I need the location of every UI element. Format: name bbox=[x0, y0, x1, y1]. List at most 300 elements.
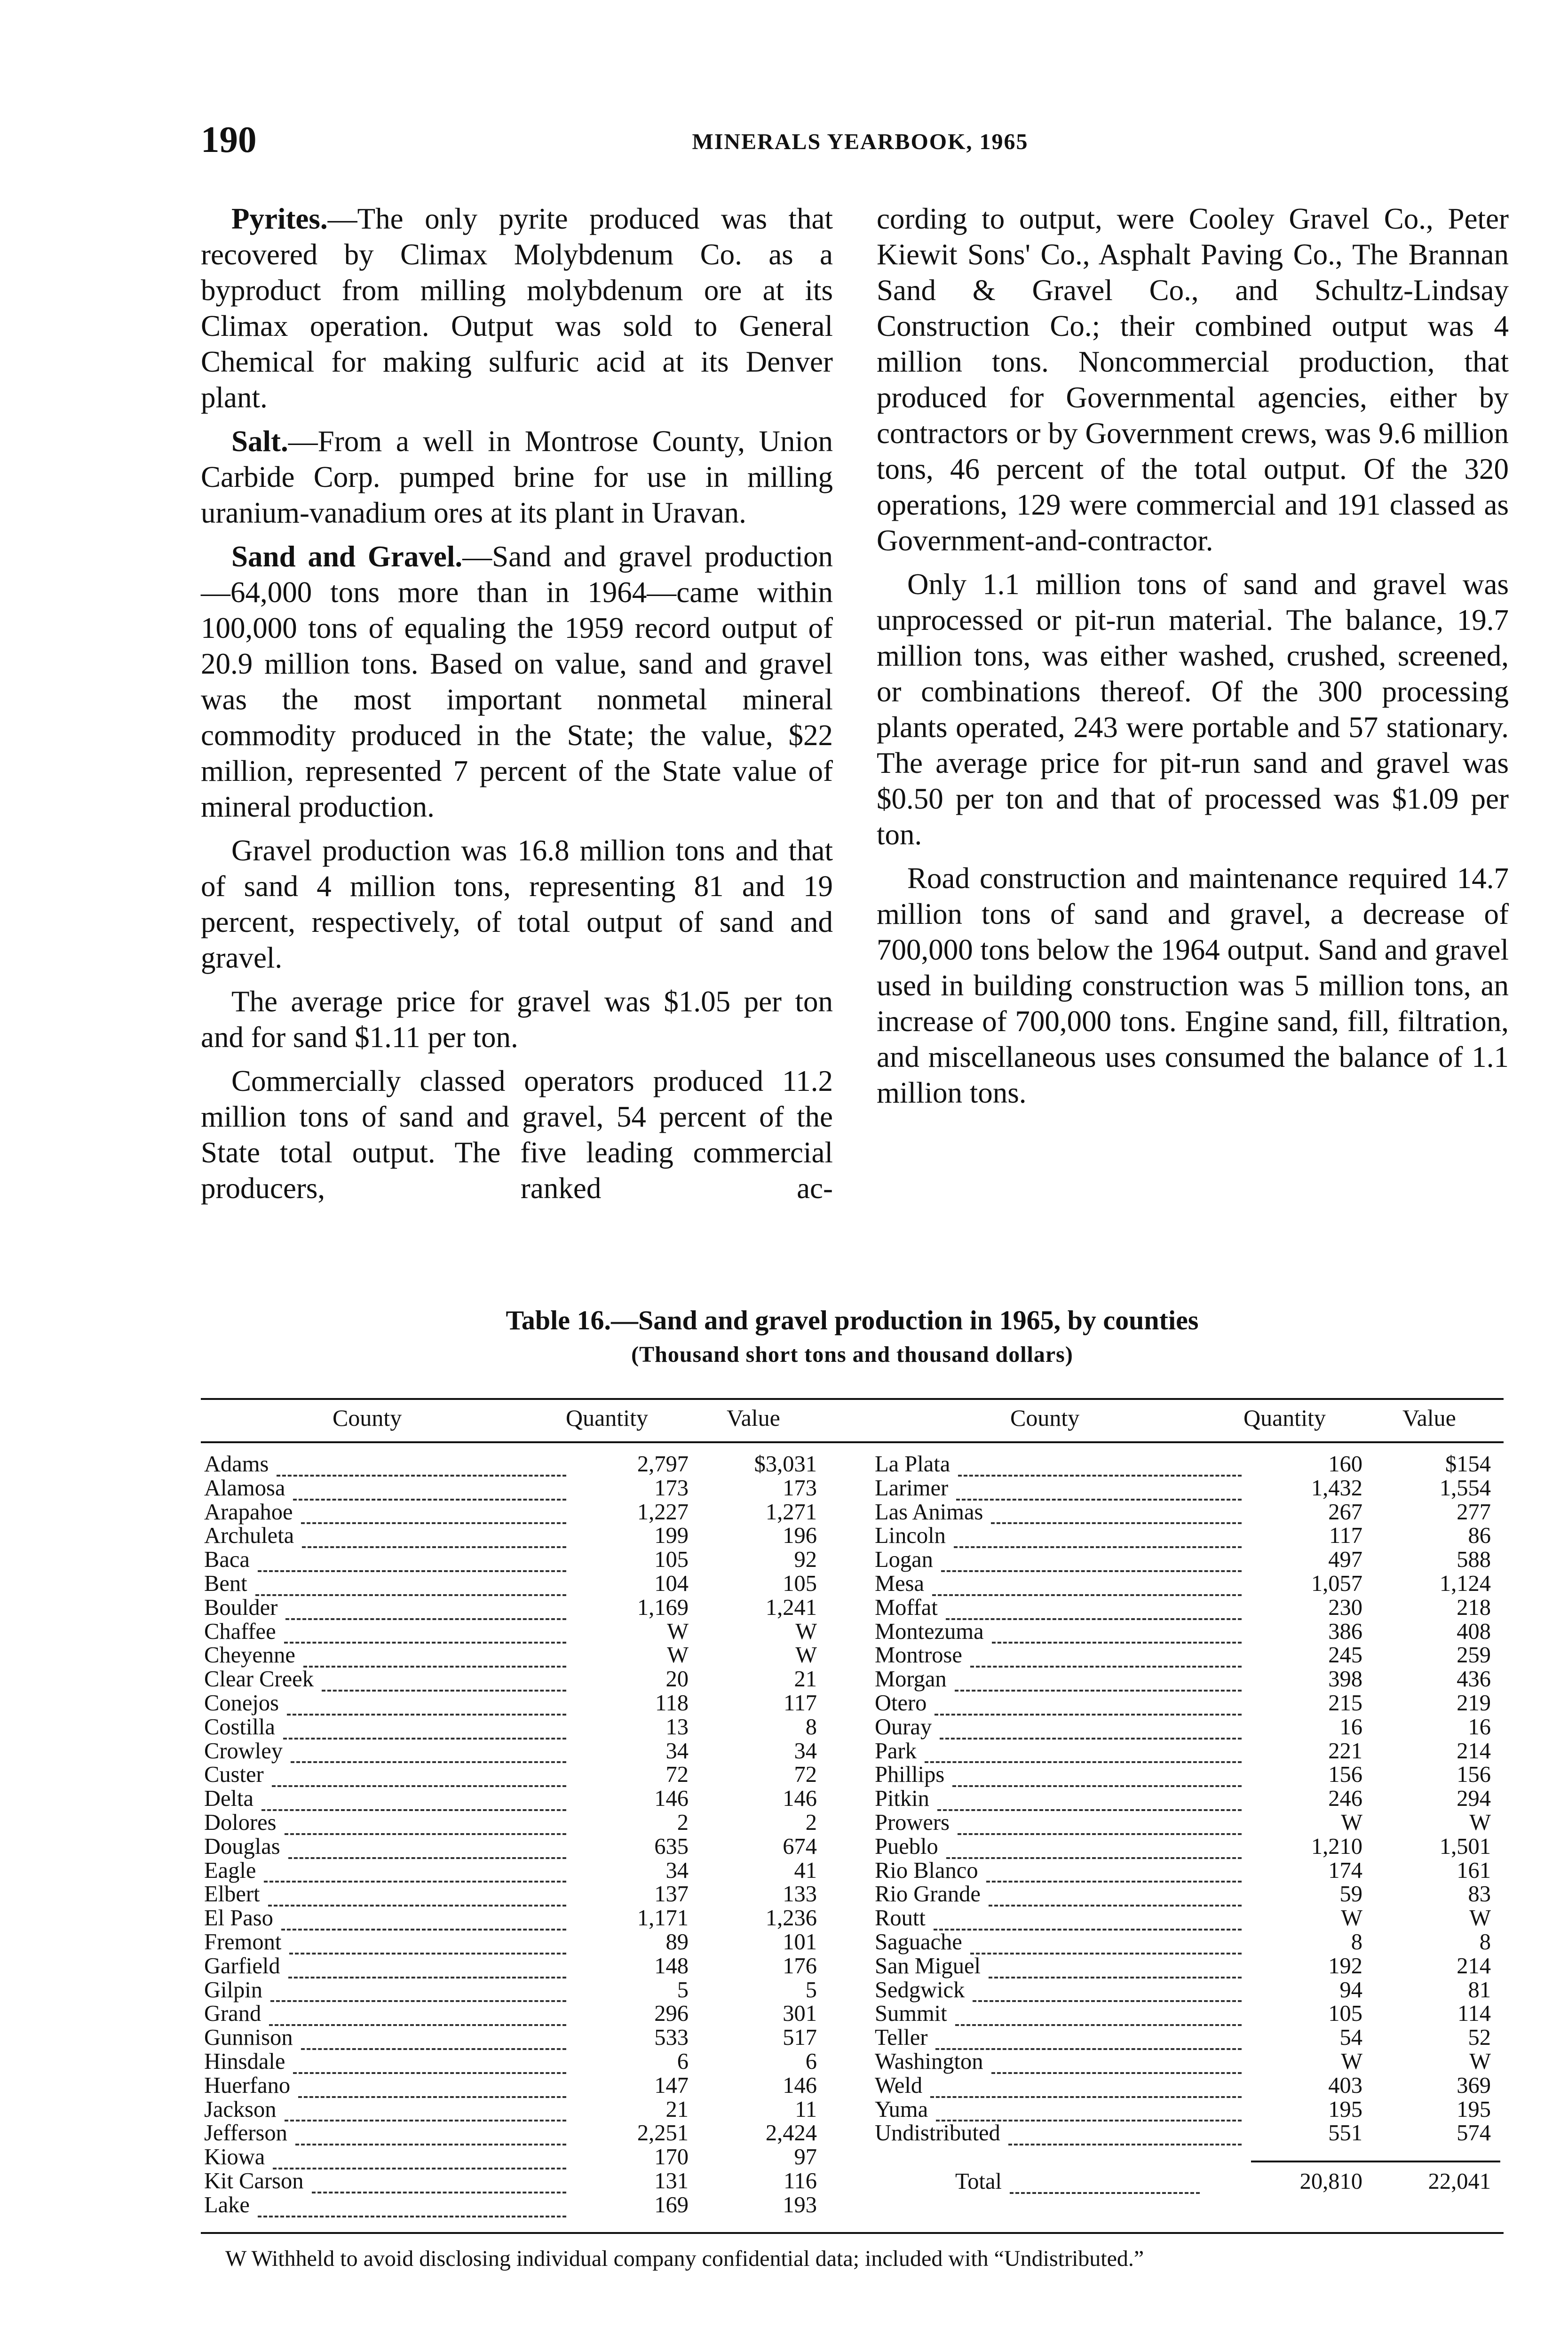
table-row bbox=[875, 1668, 1494, 1692]
table-row bbox=[875, 1907, 1494, 1931]
dot-leader bbox=[269, 2008, 566, 2026]
county-name: Pitkin bbox=[875, 1786, 929, 1812]
value-cell: 436 bbox=[1457, 1667, 1491, 1692]
value-cell: 517 bbox=[783, 2025, 817, 2050]
table-row bbox=[204, 1811, 824, 1835]
county-name: Morgan bbox=[875, 1667, 947, 1692]
quantity-cell: 386 bbox=[1328, 1619, 1362, 1644]
table-header-left bbox=[201, 1404, 844, 1436]
county-name: La Plata bbox=[875, 1452, 950, 1477]
dot-leader bbox=[287, 1698, 566, 1716]
dot-leader bbox=[301, 2032, 566, 2050]
table-subtitle: (Thousand short tons and thousand dollars) bbox=[631, 1342, 1073, 1367]
dot-leader bbox=[272, 1769, 566, 1787]
quantity-cell: 16 bbox=[1339, 1714, 1362, 1740]
value-cell: 219 bbox=[1457, 1690, 1491, 1716]
table-row bbox=[875, 1572, 1494, 1596]
col-header-quantity: Quantity bbox=[1243, 1405, 1326, 1431]
dot-leader bbox=[284, 1626, 566, 1644]
value-cell: 72 bbox=[794, 1762, 817, 1788]
dot-leader bbox=[940, 1722, 1242, 1740]
value-cell: 196 bbox=[783, 1523, 817, 1549]
value-cell: 1,241 bbox=[765, 1595, 817, 1620]
value-cell: 101 bbox=[783, 1929, 817, 1955]
running-title: MINERALS YEARBOOK, 1965 bbox=[692, 129, 1029, 154]
paragraph-text: —Sand and gravel production—64,000 tons more than in 1964—came within 100,000 tons of equaling the 1959 record output of 20.9 million tons. Based on value, sand and gravel was the most important nonmetal mineral commodity produced in the State; the value, $22 million, represented 7 percent of the State value of mineral production. bbox=[201, 540, 833, 823]
quantity-cell: 533 bbox=[654, 2025, 689, 2050]
table-top-rule bbox=[201, 1398, 1504, 1400]
value-cell: 301 bbox=[783, 2001, 817, 2026]
table-row bbox=[204, 1501, 824, 1525]
table-row bbox=[204, 1524, 824, 1548]
county-name: Mesa bbox=[875, 1571, 925, 1596]
table-row bbox=[204, 1596, 824, 1620]
dot-leader bbox=[986, 1865, 1242, 1883]
county-name: Otero bbox=[875, 1690, 927, 1716]
county-name: Douglas bbox=[204, 1834, 280, 1859]
value-cell: 133 bbox=[783, 1882, 817, 1907]
value-cell: 81 bbox=[1468, 1977, 1491, 2002]
county-name: Costilla bbox=[204, 1714, 275, 1740]
county-name: Ouray bbox=[875, 1714, 932, 1740]
county-name: Gilpin bbox=[204, 1977, 262, 2002]
value-cell: 574 bbox=[1457, 2121, 1491, 2146]
table-row bbox=[875, 1787, 1494, 1811]
paragraph-pyrites bbox=[201, 201, 833, 415]
dot-leader bbox=[273, 2152, 566, 2169]
quantity-cell: 20 bbox=[665, 1667, 689, 1692]
county-name: Cheyenne bbox=[204, 1643, 295, 1668]
county-name: Kiowa bbox=[204, 2145, 265, 2170]
dot-leader bbox=[958, 1817, 1242, 1835]
county-name: Crowley bbox=[204, 1738, 283, 1764]
table-row bbox=[204, 1859, 824, 1883]
table-row bbox=[204, 1548, 824, 1572]
value-cell: 86 bbox=[1468, 1523, 1491, 1549]
county-name: Sedgwick bbox=[875, 1977, 965, 2002]
county-name: Washington bbox=[875, 2049, 983, 2074]
county-name: Conejos bbox=[204, 1690, 279, 1716]
dot-leader bbox=[277, 1459, 566, 1477]
value-cell: 674 bbox=[783, 1834, 817, 1859]
quantity-cell: 245 bbox=[1328, 1643, 1362, 1668]
county-name: Chaffee bbox=[204, 1619, 276, 1644]
table-row bbox=[875, 2122, 1494, 2145]
dot-leader bbox=[283, 1722, 566, 1740]
value-cell: W bbox=[1469, 1906, 1491, 1931]
table-row bbox=[875, 1524, 1494, 1548]
quantity-cell: 195 bbox=[1328, 2097, 1362, 2122]
county-name: Logan bbox=[875, 1547, 933, 1573]
dot-leader bbox=[932, 1578, 1242, 1596]
dot-leader bbox=[955, 2008, 1242, 2026]
county-name: Arapahoe bbox=[204, 1499, 293, 1525]
paragraph: The average price for gravel was $1.05 per ton and for sand $1.11 per ton. bbox=[201, 985, 833, 1054]
value-cell: 1,501 bbox=[1439, 1834, 1491, 1859]
county-name: Weld bbox=[875, 2073, 923, 2098]
county-name: Lake bbox=[204, 2192, 250, 2217]
col-header-county: County bbox=[333, 1405, 402, 1431]
table-row bbox=[204, 1740, 824, 1764]
county-name: Routt bbox=[875, 1906, 926, 1931]
table-row bbox=[204, 2002, 824, 2026]
quantity-cell: 8 bbox=[1351, 1929, 1362, 1955]
quantity-cell: 118 bbox=[655, 1690, 689, 1716]
quantity-cell: 221 bbox=[1328, 1738, 1362, 1764]
dot-leader bbox=[935, 2032, 1242, 2050]
paragraph-sand-gravel bbox=[201, 539, 833, 825]
value-cell: 294 bbox=[1457, 1786, 1491, 1812]
county-name: Garfield bbox=[204, 1953, 280, 1979]
quantity-cell: 147 bbox=[654, 2073, 689, 2098]
value-cell: 176 bbox=[783, 1953, 817, 1979]
value-cell: W bbox=[795, 1643, 817, 1668]
county-name: Custer bbox=[204, 1762, 264, 1788]
county-name: Alamosa bbox=[204, 1475, 285, 1501]
table-row bbox=[204, 1692, 824, 1716]
quantity-cell: 1,171 bbox=[637, 1906, 689, 1931]
value-cell: 2,424 bbox=[765, 2121, 817, 2146]
table-total bbox=[875, 2170, 1494, 2194]
county-name: Lincoln bbox=[875, 1523, 946, 1549]
table-row bbox=[204, 1979, 824, 2002]
quantity-cell: 635 bbox=[654, 1834, 689, 1859]
quantity-cell: 6 bbox=[677, 2049, 689, 2074]
value-cell: 105 bbox=[783, 1571, 817, 1596]
dot-leader bbox=[285, 1817, 566, 1835]
dot-leader bbox=[303, 1650, 566, 1668]
dot-leader bbox=[285, 2104, 566, 2122]
value-cell: 173 bbox=[783, 1475, 817, 1501]
quantity-cell: 59 bbox=[1339, 1882, 1362, 1907]
value-cell: 8 bbox=[1479, 1929, 1491, 1955]
table-row bbox=[204, 2122, 824, 2145]
dot-leader bbox=[958, 1459, 1242, 1477]
table-row bbox=[204, 1453, 824, 1477]
paragraph-text: —The only pyrite produced was that recovered by Climax Molybdenum Co. as a byproduct from milling molybdenum ore at its Climax operation. Output was sold to General Chemical for making sulfuric acid at its Denver plant. bbox=[201, 202, 833, 414]
county-name: Jefferson bbox=[204, 2121, 287, 2146]
value-cell: 161 bbox=[1457, 1858, 1491, 1883]
table-row bbox=[875, 1763, 1494, 1787]
quantity-cell: 105 bbox=[1328, 2001, 1362, 2026]
table-row bbox=[875, 1453, 1494, 1477]
county-name: Moffat bbox=[875, 1595, 938, 1620]
dot-leader bbox=[973, 1984, 1242, 2002]
dot-leader bbox=[992, 1626, 1242, 1644]
value-cell: 41 bbox=[794, 1858, 817, 1883]
value-cell: 97 bbox=[794, 2145, 817, 2170]
county-name: Summit bbox=[875, 2001, 947, 2026]
dot-leader bbox=[936, 2104, 1242, 2122]
quantity-cell: 173 bbox=[654, 1475, 689, 1501]
county-name: Huerfano bbox=[204, 2073, 291, 2098]
quantity-cell: 403 bbox=[1328, 2073, 1362, 2098]
value-cell: 1,554 bbox=[1439, 1475, 1491, 1501]
quantity-cell: 34 bbox=[665, 1858, 689, 1883]
table-row bbox=[204, 2145, 824, 2169]
quantity-cell: 117 bbox=[1329, 1523, 1362, 1549]
value-cell: 8 bbox=[805, 1714, 817, 1740]
quantity-cell: 174 bbox=[1328, 1858, 1362, 1883]
dot-leader bbox=[264, 1865, 566, 1883]
county-name: El Paso bbox=[204, 1906, 273, 1931]
value-cell: 2 bbox=[805, 1810, 817, 1835]
dot-leader bbox=[288, 1841, 566, 1859]
county-name: Dolores bbox=[204, 1810, 277, 1835]
page-number: 190 bbox=[201, 119, 257, 160]
dot-leader bbox=[289, 1937, 566, 1955]
quantity-cell: 131 bbox=[654, 2168, 689, 2193]
table-row bbox=[875, 2074, 1494, 2098]
county-name: Archuleta bbox=[204, 1523, 294, 1549]
table-row bbox=[875, 2050, 1494, 2074]
dot-leader bbox=[295, 2128, 566, 2145]
table-row bbox=[875, 1596, 1494, 1620]
table-row bbox=[204, 1620, 824, 1644]
table-row bbox=[875, 1692, 1494, 1716]
value-cell: 369 bbox=[1457, 2073, 1491, 2098]
value-cell: 195 bbox=[1457, 2097, 1491, 2122]
value-cell: 146 bbox=[783, 1786, 817, 1812]
table-row bbox=[204, 1477, 824, 1501]
quantity-cell: 2,797 bbox=[637, 1452, 689, 1477]
quantity-cell: 398 bbox=[1328, 1667, 1362, 1692]
value-cell: 21 bbox=[794, 1667, 817, 1692]
value-cell: W bbox=[1469, 1810, 1491, 1835]
value-cell: 156 bbox=[1457, 1762, 1491, 1788]
quantity-cell: 1,057 bbox=[1311, 1571, 1362, 1596]
value-cell: 214 bbox=[1457, 1738, 1491, 1764]
table-row bbox=[875, 1644, 1494, 1668]
quantity-cell: 94 bbox=[1339, 1977, 1362, 2002]
table-row bbox=[204, 2026, 824, 2050]
county-name: Grand bbox=[204, 2001, 261, 2026]
value-cell: 1,124 bbox=[1439, 1571, 1491, 1596]
table-row-total bbox=[875, 2170, 1494, 2194]
total-label: Total bbox=[955, 2169, 1002, 2194]
quantity-cell: 246 bbox=[1328, 1786, 1362, 1812]
quantity-cell: 169 bbox=[654, 2192, 689, 2217]
table-row bbox=[204, 1907, 824, 1931]
paragraph: Road construction and maintenance required 14.7 million tons of sand and gravel, a decrease of 700,000 tons below the 1964 output. Sand and gravel used in building construction was 5 million tons, an increase of 700,000 tons. Engine sand, fill, filtration, and miscellaneous uses consumed the balance of 1.1 million tons. bbox=[877, 862, 1509, 1109]
dot-leader bbox=[288, 1961, 566, 1979]
table-row bbox=[204, 2074, 824, 2098]
quantity-cell: W bbox=[1341, 1810, 1362, 1835]
table-row bbox=[875, 1811, 1494, 1835]
quantity-cell: 215 bbox=[1328, 1690, 1362, 1716]
dot-leader bbox=[312, 2176, 566, 2193]
quantity-cell: 1,169 bbox=[637, 1595, 689, 1620]
dot-leader bbox=[261, 1793, 566, 1811]
col-header-quantity: Quantity bbox=[566, 1405, 648, 1431]
dot-leader bbox=[937, 1793, 1242, 1811]
quantity-cell: 170 bbox=[654, 2145, 689, 2170]
table-row bbox=[204, 1883, 824, 1907]
col-header-value: Value bbox=[1402, 1405, 1456, 1431]
quantity-cell: 551 bbox=[1328, 2121, 1362, 2146]
table-row bbox=[875, 1979, 1494, 2002]
paragraph: Only 1.1 million tons of sand and gravel was unprocessed or pit-run material. The balance, 19.7 million tons, was either washed, crushed, screened, or combinations thereof. Of the 300 processing plants operated, 243 were portable and 57 stationary. The average price for pit-run sand and gravel was $0.50 per ton and that of processed was $1.09 per ton. bbox=[877, 568, 1509, 851]
quantity-cell: 1,432 bbox=[1311, 1475, 1362, 1501]
dot-leader bbox=[302, 1530, 566, 1548]
table-row bbox=[875, 1955, 1494, 1979]
value-cell: 214 bbox=[1457, 1953, 1491, 1979]
table-row bbox=[204, 1668, 824, 1692]
table-row bbox=[204, 1787, 824, 1811]
paragraph-text: —From a well in Montrose County, Union Carbide Corp. pumped brine for use in milling uranium-vanadium ores at its plant in Uravan. bbox=[201, 425, 833, 529]
county-name: Phillips bbox=[875, 1762, 945, 1788]
quantity-cell: 104 bbox=[654, 1571, 689, 1596]
county-name: Larimer bbox=[875, 1475, 949, 1501]
table-row bbox=[875, 1620, 1494, 1644]
table-row bbox=[875, 1548, 1494, 1572]
table-row bbox=[204, 1931, 824, 1955]
dot-leader bbox=[934, 1913, 1242, 1931]
dot-leader bbox=[991, 1506, 1242, 1524]
dot-leader bbox=[298, 2080, 566, 2098]
paragraph: cording to output, were Cooley Gravel Co., Peter Kiewit Sons' Co., Asphalt Paving Co., The Brannan Sand & Gravel Co., and Schultz-Lindsay Construction Co.; their combined output was 4 million tons. Noncommercial production, that produced for Governmental agencies, either by contractors or by Government crews, was 9.6 million tons, 46 percent of the total output. Of the 320 operations, 129 were commercial and 191 classed as Government-and-contractor. bbox=[877, 202, 1509, 557]
dot-leader bbox=[268, 1889, 566, 1907]
table-row bbox=[204, 1644, 824, 1668]
county-name: Montrose bbox=[875, 1643, 962, 1668]
dot-leader bbox=[281, 1913, 566, 1931]
dot-leader bbox=[934, 1698, 1242, 1716]
quantity-cell: 72 bbox=[665, 1762, 689, 1788]
value-cell: 588 bbox=[1457, 1547, 1491, 1573]
table-row bbox=[875, 1740, 1494, 1764]
dot-leader bbox=[258, 2200, 566, 2217]
county-name: Prowers bbox=[875, 1810, 950, 1835]
table-row bbox=[204, 1763, 824, 1787]
value-cell: 5 bbox=[805, 1977, 817, 2002]
quantity-cell: 1,227 bbox=[637, 1499, 689, 1525]
table-body-right bbox=[875, 1453, 1494, 2145]
quantity-cell: 146 bbox=[654, 1786, 689, 1812]
col-header-value: Value bbox=[727, 1405, 780, 1431]
county-name: Boulder bbox=[204, 1595, 278, 1620]
table-body-left bbox=[204, 1453, 824, 2217]
county-name: Adams bbox=[204, 1452, 269, 1477]
run-in-heading: Pyrites. bbox=[231, 202, 328, 235]
table-row bbox=[875, 2002, 1494, 2026]
table-row bbox=[204, 1716, 824, 1740]
county-name: Montezuma bbox=[875, 1619, 984, 1644]
value-cell: 114 bbox=[1457, 2001, 1491, 2026]
table-header-rule bbox=[201, 1441, 1504, 1443]
county-name: Clear Creek bbox=[204, 1667, 314, 1692]
value-cell: 92 bbox=[794, 1547, 817, 1573]
county-name: Undistributed bbox=[875, 2121, 1000, 2146]
dot-leader bbox=[322, 1674, 566, 1692]
dot-leader bbox=[270, 1984, 566, 2002]
county-name: Eagle bbox=[204, 1858, 256, 1883]
dot-leader bbox=[301, 1506, 566, 1524]
table-row bbox=[204, 1955, 824, 1979]
dot-leader bbox=[291, 1745, 566, 1763]
quantity-cell: 21 bbox=[665, 2097, 689, 2122]
quantity-cell: 105 bbox=[654, 1547, 689, 1573]
dot-leader bbox=[991, 2056, 1242, 2074]
quantity-cell: 199 bbox=[654, 1523, 689, 1549]
value-cell: 116 bbox=[784, 2168, 817, 2193]
dot-leader bbox=[946, 1841, 1242, 1859]
value-cell: 117 bbox=[784, 1690, 817, 1716]
dot-leader bbox=[941, 1554, 1242, 1572]
county-name: Bent bbox=[204, 1571, 247, 1596]
value-cell: $154 bbox=[1445, 1452, 1491, 1477]
county-name: Rio Grande bbox=[875, 1882, 981, 1907]
county-name: Kit Carson bbox=[204, 2168, 304, 2193]
dot-leader bbox=[946, 1602, 1242, 1620]
table-row bbox=[204, 2098, 824, 2122]
county-name: Gunnison bbox=[204, 2025, 293, 2050]
dot-leader bbox=[952, 1769, 1242, 1787]
county-name: Fremont bbox=[204, 1929, 282, 1955]
dot-leader bbox=[955, 1674, 1242, 1692]
quantity-cell: 296 bbox=[654, 2001, 689, 2026]
value-cell: W bbox=[1469, 2049, 1491, 2074]
total-value: 22,041 bbox=[1428, 2169, 1491, 2194]
dot-leader bbox=[1010, 2176, 1200, 2194]
quantity-cell: 54 bbox=[1339, 2025, 1362, 2050]
county-name: Teller bbox=[875, 2025, 928, 2050]
county-name: Saguache bbox=[875, 1929, 962, 1955]
value-cell: 83 bbox=[1468, 1882, 1491, 1907]
quantity-cell: W bbox=[1341, 1906, 1362, 1931]
quantity-cell: 89 bbox=[665, 1929, 689, 1955]
county-name: Delta bbox=[204, 1786, 254, 1812]
quantity-cell: 5 bbox=[677, 1977, 689, 2002]
dot-leader bbox=[285, 1602, 566, 1620]
dot-leader bbox=[255, 1578, 566, 1596]
dot-leader bbox=[989, 1889, 1242, 1907]
table-row bbox=[875, 1835, 1494, 1859]
county-name: Rio Blanco bbox=[875, 1858, 978, 1883]
value-cell: 277 bbox=[1457, 1499, 1491, 1525]
table-row bbox=[875, 1501, 1494, 1525]
table-row bbox=[875, 1883, 1494, 1907]
value-cell: 16 bbox=[1468, 1714, 1491, 1740]
table-title: Table 16.—Sand and gravel production in 1965, by counties bbox=[506, 1305, 1199, 1335]
dot-leader bbox=[1008, 2128, 1242, 2145]
quantity-cell: W bbox=[667, 1643, 689, 1668]
county-name: Yuma bbox=[875, 2097, 928, 2122]
county-name: Park bbox=[875, 1738, 917, 1764]
table-row bbox=[875, 1859, 1494, 1883]
quantity-cell: 13 bbox=[665, 1714, 689, 1740]
dot-leader bbox=[925, 1745, 1242, 1763]
total-rule bbox=[1251, 2161, 1500, 2162]
quantity-cell: 148 bbox=[654, 1953, 689, 1979]
value-cell: 1,271 bbox=[765, 1499, 817, 1525]
table-row bbox=[875, 1716, 1494, 1740]
quantity-cell: 192 bbox=[1328, 1953, 1362, 1979]
value-cell: W bbox=[795, 1619, 817, 1644]
value-cell: 218 bbox=[1457, 1595, 1491, 1620]
value-cell: 11 bbox=[795, 2097, 817, 2122]
quantity-cell: 267 bbox=[1328, 1499, 1362, 1525]
quantity-cell: 34 bbox=[665, 1738, 689, 1764]
county-name: Jackson bbox=[204, 2097, 277, 2122]
value-cell: 6 bbox=[805, 2049, 817, 2074]
table-row bbox=[875, 1931, 1494, 1955]
value-cell: 259 bbox=[1457, 1643, 1491, 1668]
county-name: San Miguel bbox=[875, 1953, 981, 1979]
right-text-column bbox=[877, 201, 1509, 1119]
quantity-cell: W bbox=[667, 1619, 689, 1644]
quantity-cell: 497 bbox=[1328, 1547, 1362, 1573]
run-in-heading: Salt. bbox=[231, 425, 288, 458]
